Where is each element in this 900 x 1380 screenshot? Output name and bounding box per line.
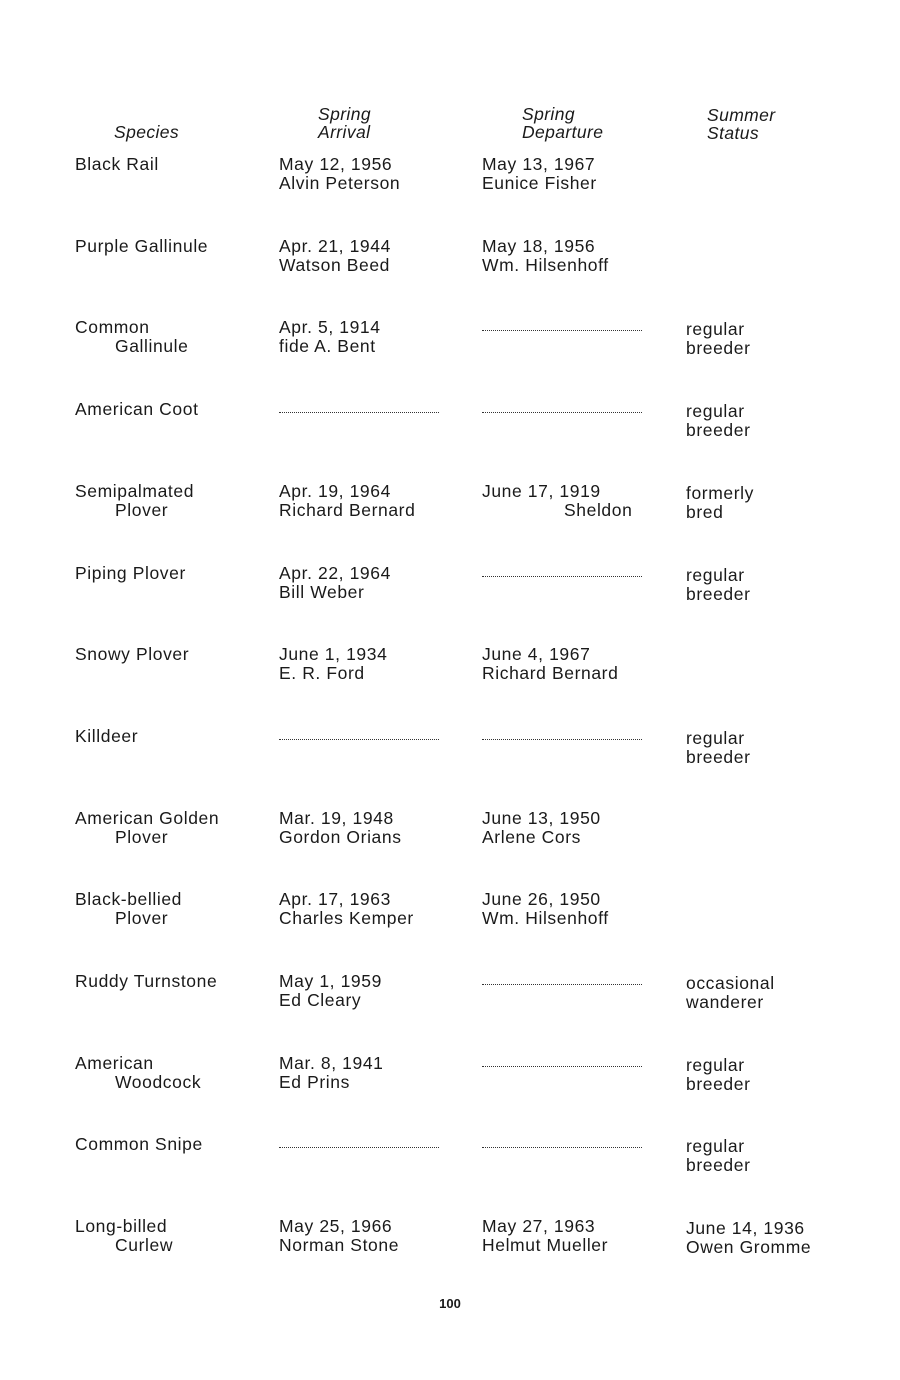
summer-status-line1: regular <box>686 1055 745 1075</box>
species-name-continued: Plover <box>115 499 169 520</box>
summer-status-cell <box>686 1137 751 1174</box>
arrival-cell <box>279 809 402 846</box>
species-name: American Coot <box>75 399 199 419</box>
species-name-continued: Woodcock <box>115 1071 202 1092</box>
departure-empty-dotted-line <box>482 330 642 331</box>
departure-cell <box>482 890 609 927</box>
table-row <box>0 155 900 215</box>
table-row <box>0 482 900 542</box>
species-name: Snowy Plover <box>75 644 190 664</box>
arrival-date: Apr. 17, 1963 <box>279 889 391 909</box>
species-name: Ruddy Turnstone <box>75 971 218 991</box>
arrival-observer: Gordon Orians <box>279 826 402 847</box>
arrival-observer: Bill Weber <box>279 581 365 602</box>
summer-status-line2: breeder <box>686 583 751 604</box>
table-row <box>0 890 900 950</box>
arrival-observer: Ed Cleary <box>279 989 362 1010</box>
arrival-observer: fide A. Bent <box>279 335 376 356</box>
species-name: Black-bellied <box>75 889 183 909</box>
summer-status-line2: breeder <box>686 1073 751 1094</box>
arrival-observer: Norman Stone <box>279 1234 400 1255</box>
departure-observer: Sheldon <box>564 499 633 520</box>
table-row <box>0 645 900 705</box>
summer-status-line1: regular <box>686 1136 745 1156</box>
arrival-cell <box>279 1217 399 1254</box>
species-cell <box>75 564 186 583</box>
table-row <box>0 809 900 869</box>
header-summer-line1: Summer <box>707 105 776 125</box>
table-row <box>0 400 900 460</box>
species-cell <box>75 1217 173 1254</box>
summer-status-line2: wanderer <box>686 991 764 1012</box>
species-cell <box>75 972 217 991</box>
species-cell <box>75 645 189 664</box>
table-row <box>0 564 900 624</box>
summer-status-cell <box>686 484 754 521</box>
species-cell <box>75 155 159 174</box>
arrival-cell <box>279 890 414 927</box>
departure-empty-dotted-line <box>482 412 642 413</box>
summer-status-line2: breeder <box>686 337 751 358</box>
species-name-continued: Plover <box>115 826 169 847</box>
page-number: 100 <box>439 1296 461 1311</box>
departure-observer: Wm. Hilsenhoff <box>482 254 609 275</box>
summer-status-line1: formerly <box>686 483 754 503</box>
departure-date: May 18, 1956 <box>482 236 596 256</box>
species-cell <box>75 1135 203 1154</box>
summer-status-line1: regular <box>686 728 745 748</box>
arrival-cell <box>279 482 415 519</box>
departure-date: June 4, 1967 <box>482 644 591 664</box>
arrival-date: Mar. 8, 1941 <box>279 1053 384 1073</box>
species-name-continued: Gallinule <box>115 335 189 356</box>
departure-cell <box>482 482 632 519</box>
departure-observer: Richard Bernard <box>482 662 619 683</box>
species-cell <box>75 727 138 746</box>
departure-empty-dotted-line <box>482 739 642 740</box>
departure-cell <box>482 155 597 192</box>
arrival-observer: E. R. Ford <box>279 662 365 683</box>
table-row <box>0 1054 900 1114</box>
summer-status-line1: regular <box>686 565 745 585</box>
summer-status-cell <box>686 566 751 603</box>
departure-date: June 26, 1950 <box>482 889 601 909</box>
arrival-date: May 1, 1959 <box>279 971 382 991</box>
species-cell <box>75 400 199 419</box>
departure-empty-dotted-line <box>482 984 642 985</box>
summer-status-cell <box>686 729 751 766</box>
arrival-observer: Ed Prins <box>279 1071 350 1092</box>
species-name: Killdeer <box>75 726 139 746</box>
departure-observer: Helmut Mueller <box>482 1234 609 1255</box>
summer-status-line2: breeder <box>686 1154 751 1175</box>
departure-date: June 17, 1919 <box>482 481 601 501</box>
departure-date: May 27, 1963 <box>482 1216 596 1236</box>
species-name-continued: Plover <box>115 907 169 928</box>
arrival-cell <box>279 155 400 192</box>
species-cell <box>75 482 194 519</box>
species-cell <box>75 237 208 256</box>
summer-status-line1: occasional <box>686 973 775 993</box>
departure-empty-dotted-line <box>482 576 642 577</box>
summer-status-line1: June 14, 1936 <box>686 1218 805 1238</box>
species-name: Common Snipe <box>75 1134 203 1154</box>
species-name: Piping Plover <box>75 563 186 583</box>
species-name: Black Rail <box>75 154 159 174</box>
arrival-date: Apr. 21, 1944 <box>279 236 391 256</box>
departure-cell <box>482 809 601 846</box>
arrival-observer: Charles Kemper <box>279 907 414 928</box>
arrival-date: May 12, 1956 <box>279 154 393 174</box>
arrival-date: Apr. 5, 1914 <box>279 317 381 337</box>
species-name: Common <box>75 317 150 337</box>
species-name: Long-billed <box>75 1216 168 1236</box>
arrival-date: June 1, 1934 <box>279 644 388 664</box>
header-spring-arrival <box>318 105 371 141</box>
departure-observer: Arlene Cors <box>482 826 581 847</box>
arrival-cell <box>279 318 381 355</box>
departure-cell <box>482 237 609 274</box>
departure-cell <box>482 1217 608 1254</box>
table-row <box>0 972 900 1032</box>
departure-observer: Eunice Fisher <box>482 172 597 193</box>
arrival-date: Mar. 19, 1948 <box>279 808 394 828</box>
arrival-date: Apr. 19, 1964 <box>279 481 391 501</box>
header-spring-departure <box>522 105 603 141</box>
departure-date: June 13, 1950 <box>482 808 601 828</box>
species-cell <box>75 809 219 846</box>
summer-status-line2: breeder <box>686 419 751 440</box>
arrival-cell <box>279 645 387 682</box>
species-name: Purple Gallinule <box>75 236 209 256</box>
arrival-cell <box>279 237 391 274</box>
summer-status-line1: regular <box>686 319 745 339</box>
header-departure-line2: Departure <box>522 122 604 142</box>
summer-status-cell <box>686 1056 751 1093</box>
arrival-cell <box>279 564 391 601</box>
species-cell <box>75 318 189 355</box>
header-arrival-line1: Spring <box>318 104 371 124</box>
table-row <box>0 237 900 297</box>
summer-status-cell <box>686 402 751 439</box>
arrival-empty-dotted-line <box>279 739 439 740</box>
departure-date: May 13, 1967 <box>482 154 596 174</box>
species-name: American <box>75 1053 154 1073</box>
departure-cell <box>482 645 618 682</box>
summer-status-line2: breeder <box>686 746 751 767</box>
table-row <box>0 727 900 787</box>
header-summer-line2: Status <box>707 123 760 143</box>
arrival-observer: Richard Bernard <box>279 499 416 520</box>
summer-status-cell <box>686 1219 811 1256</box>
arrival-cell <box>279 972 382 1009</box>
arrival-observer: Watson Beed <box>279 254 391 275</box>
arrival-observer: Alvin Peterson <box>279 172 401 193</box>
arrival-date: May 25, 1966 <box>279 1216 393 1236</box>
species-name-continued: Curlew <box>115 1234 174 1255</box>
summer-status-cell <box>686 974 775 1011</box>
departure-empty-dotted-line <box>482 1147 642 1148</box>
species-name: American Golden <box>75 808 220 828</box>
arrival-empty-dotted-line <box>279 412 439 413</box>
summer-status-line2: Owen Gromme <box>686 1236 812 1257</box>
table-row <box>0 1135 900 1195</box>
header-arrival-line2: Arrival <box>318 122 371 142</box>
arrival-date: Apr. 22, 1964 <box>279 563 391 583</box>
species-cell <box>75 1054 201 1091</box>
summer-status-cell <box>686 320 751 357</box>
header-species-label: Species <box>114 122 180 142</box>
species-name: Semipalmated <box>75 481 195 501</box>
table-row <box>0 318 900 378</box>
header-species <box>114 123 179 141</box>
arrival-empty-dotted-line <box>279 1147 439 1148</box>
departure-empty-dotted-line <box>482 1066 642 1067</box>
species-cell <box>75 890 182 927</box>
summer-status-line2: bred <box>686 501 724 522</box>
arrival-cell <box>279 1054 383 1091</box>
header-summer-status <box>707 106 776 142</box>
summer-status-line1: regular <box>686 401 745 421</box>
departure-observer: Wm. Hilsenhoff <box>482 907 609 928</box>
table-row <box>0 1217 900 1277</box>
header-departure-line1: Spring <box>522 104 575 124</box>
